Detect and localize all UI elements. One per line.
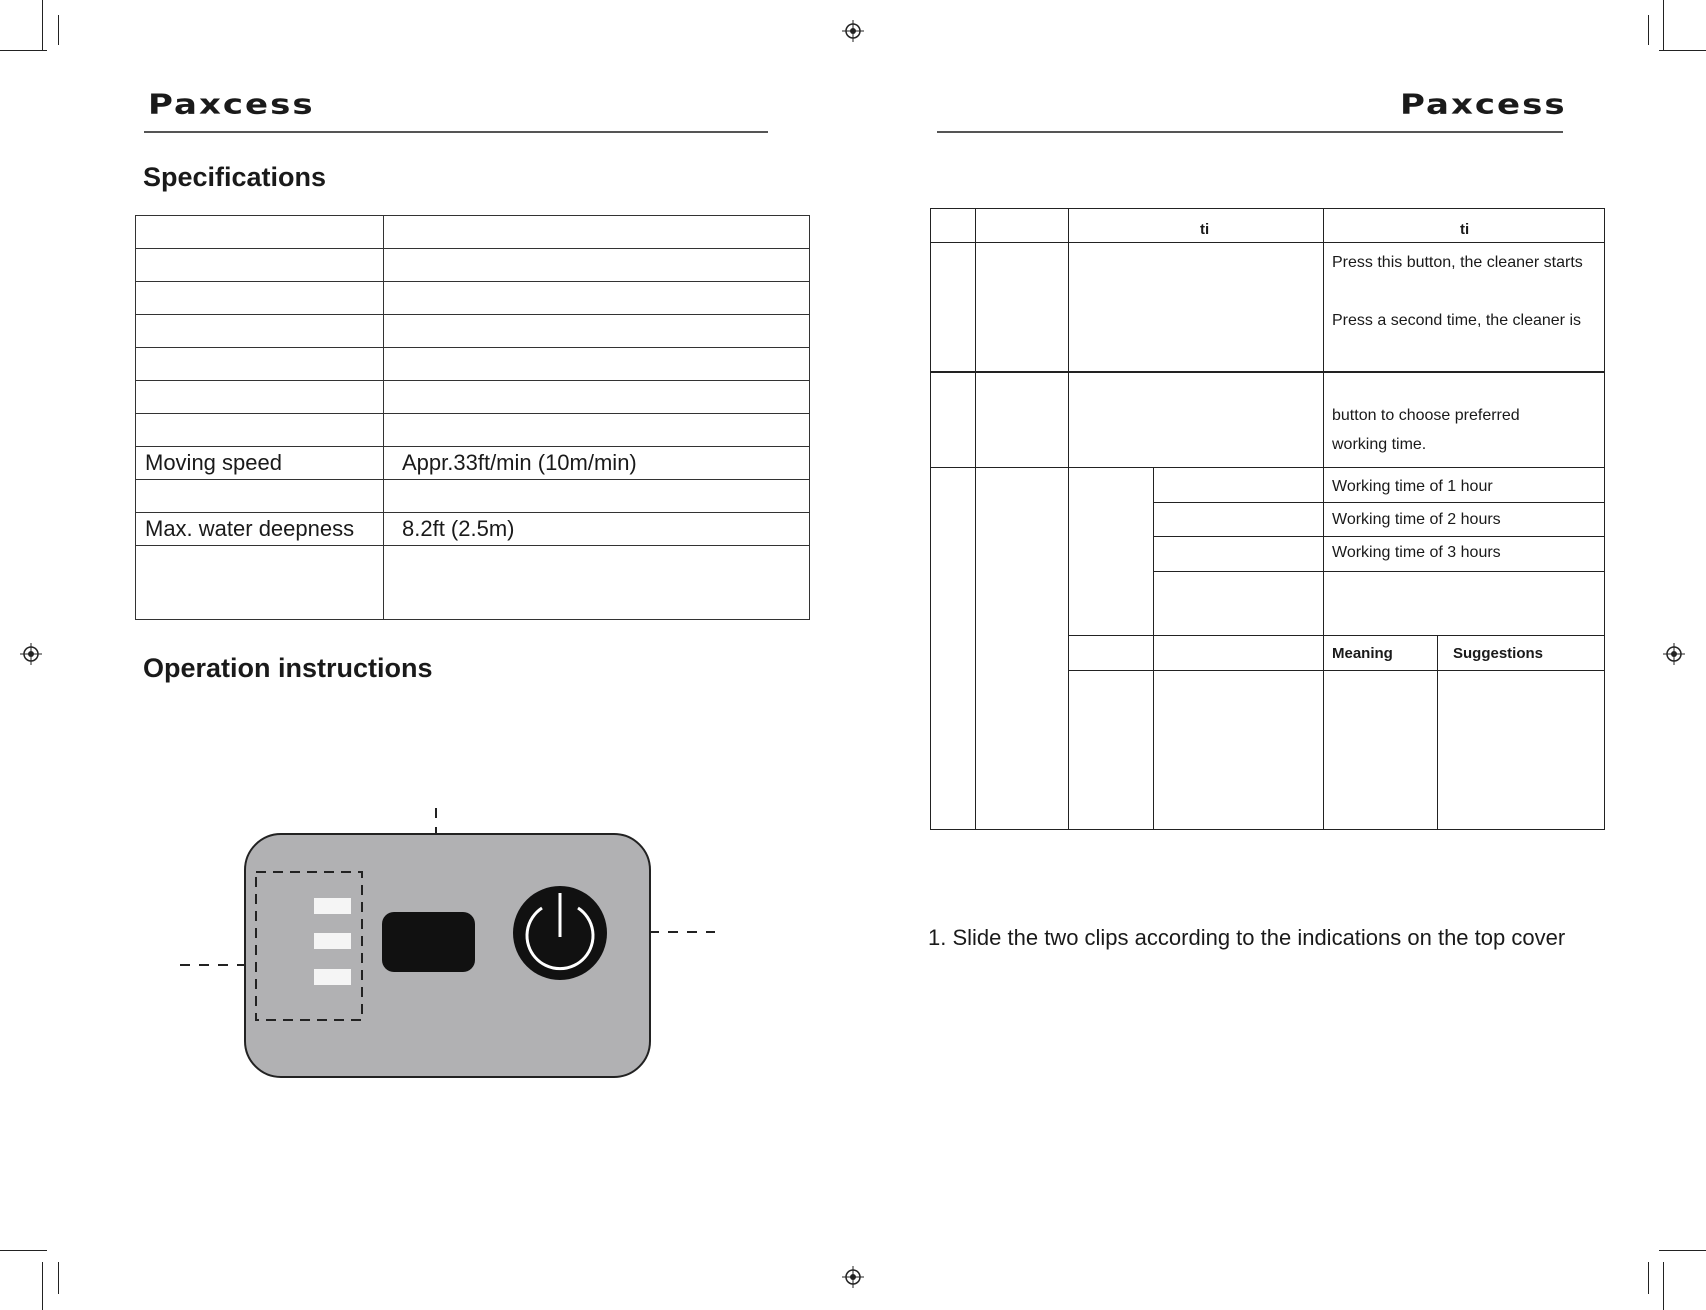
spec-label	[136, 282, 384, 315]
step-1-text: 1. Slide the two clips according to the indications on the top cover	[928, 925, 1566, 950]
power-description-1: Press this button, the cleaner starts	[1332, 254, 1583, 271]
table-divider	[1437, 635, 1438, 830]
crop-mark	[42, 1262, 43, 1310]
table-divider	[1153, 467, 1154, 830]
spec-row	[136, 348, 810, 381]
header-rule-right	[937, 131, 1563, 133]
registration-mark-icon	[1663, 643, 1685, 665]
spec-row	[136, 249, 810, 282]
time-row-1: Working time of 1 hour	[1332, 478, 1493, 495]
timer-description-2: working time.	[1332, 436, 1427, 453]
crop-mark	[1659, 1250, 1706, 1251]
spec-value: 8.2ft (2.5m)	[384, 513, 810, 546]
spec-row	[136, 447, 810, 480]
spec-row	[136, 381, 810, 414]
table-header-col3: ti	[1200, 221, 1210, 238]
spec-value: Appr.33ft/min (10m/min)	[384, 447, 810, 480]
spec-row	[136, 546, 810, 620]
table-divider	[1068, 670, 1605, 671]
registration-mark-icon	[20, 643, 42, 665]
indicator-light	[314, 969, 351, 985]
spec-value	[384, 480, 810, 513]
spec-value	[384, 546, 810, 620]
table-divider	[930, 371, 1605, 373]
suggestions-header: Suggestions	[1453, 645, 1544, 662]
spec-label	[136, 348, 384, 381]
crop-mark	[1648, 1262, 1649, 1294]
crop-mark	[1648, 15, 1649, 45]
spec-row	[136, 513, 810, 546]
crop-mark	[1663, 0, 1664, 50]
crop-mark	[58, 1262, 59, 1294]
brand-logo: Paxcess	[148, 88, 315, 121]
table-divider	[1153, 536, 1605, 537]
control-panel-diagram	[170, 800, 730, 1090]
crop-mark	[1659, 50, 1706, 51]
timer-button	[382, 912, 475, 972]
spec-label: Moving speed	[136, 447, 384, 480]
brand-logo-right: Paxcess	[1400, 88, 1567, 121]
crop-mark	[1663, 1262, 1664, 1310]
spec-value	[384, 282, 810, 315]
registration-mark-icon	[842, 20, 864, 42]
time-row-3: Working time of 3 hours	[1332, 544, 1501, 561]
table-divider	[1153, 502, 1605, 503]
indicator-light	[314, 933, 351, 949]
crop-mark	[58, 15, 59, 45]
spec-label	[136, 546, 384, 620]
table-divider	[1068, 208, 1069, 830]
table-divider	[1068, 635, 1605, 636]
time-row-2: Working time of 2 hours	[1332, 511, 1501, 528]
specifications-table	[135, 215, 810, 620]
operation-instructions-heading: Operation instructions	[143, 653, 433, 683]
indicator-light	[314, 898, 351, 914]
spec-row	[136, 315, 810, 348]
spec-label	[136, 414, 384, 447]
meaning-header: Meaning	[1332, 645, 1393, 662]
spec-value	[384, 381, 810, 414]
header-rule	[144, 131, 768, 133]
table-divider	[930, 242, 1605, 243]
spec-label	[136, 381, 384, 414]
spec-label	[136, 480, 384, 513]
spec-label: Max. water deepness	[136, 513, 384, 546]
crop-mark	[0, 1250, 47, 1251]
spec-value	[384, 315, 810, 348]
specifications-heading: Specifications	[143, 162, 327, 192]
table-divider	[1153, 571, 1605, 572]
spec-row	[136, 282, 810, 315]
table-divider	[930, 467, 1605, 468]
spec-value	[384, 249, 810, 282]
crop-mark	[42, 0, 43, 50]
registration-mark-icon	[842, 1266, 864, 1288]
table-header-col4: ti	[1460, 221, 1470, 238]
spec-label	[136, 315, 384, 348]
spec-row	[136, 216, 810, 249]
spec-row	[136, 414, 810, 447]
power-description-2: Press a second time, the cleaner is	[1332, 312, 1582, 329]
table-divider	[1323, 208, 1324, 830]
spec-value	[384, 216, 810, 249]
spec-value	[384, 348, 810, 381]
spec-value	[384, 414, 810, 447]
table-frame	[930, 208, 1605, 830]
crop-mark	[0, 50, 47, 51]
spec-label	[136, 249, 384, 282]
spec-label	[136, 216, 384, 249]
spec-row	[136, 480, 810, 513]
timer-description-1: button to choose preferred	[1332, 407, 1520, 424]
table-divider	[975, 208, 976, 830]
